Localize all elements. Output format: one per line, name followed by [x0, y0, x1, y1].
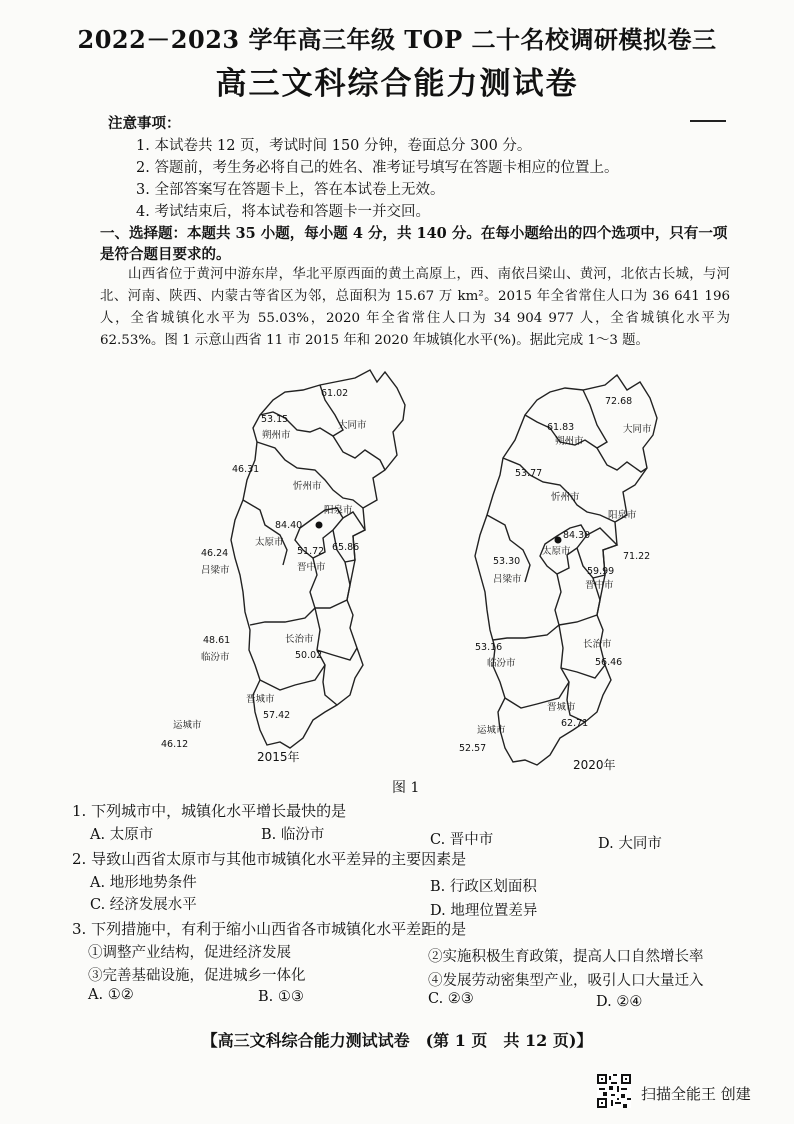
capital-marker-2015 [316, 522, 323, 529]
q2-option-b: B. 行政区划面积 [430, 879, 537, 895]
qr-code-icon [597, 1074, 631, 1108]
map-2015 [231, 370, 405, 748]
taiyuan-name-2020: 太原市 [542, 546, 571, 557]
border-datong-2020 [597, 448, 647, 472]
xinzhou-name-2015: 忻州市 [293, 481, 322, 492]
question-2-stem: 2. 导致山西省太原市与其他市城镇化水平差异的主要因素是 [72, 850, 467, 868]
yangquan-value-2020: 71.22 [623, 551, 651, 562]
datong-value-2020: 72.68 [605, 396, 633, 407]
datong-name-2015: 大同市 [338, 420, 367, 431]
capital-marker-2020 [555, 537, 562, 544]
shuozhou-name-2015: 朔州市 [262, 430, 291, 441]
jinzhong-value-2020: 59.99 [587, 566, 615, 577]
xinzhou-name-2020: 忻州市 [551, 492, 580, 503]
map-labels [161, 388, 652, 772]
border-lvliang-north-2020 [487, 515, 530, 582]
q1-option-b: B. 临汾市 [261, 827, 325, 843]
yuncheng-name-2020: 运城市 [477, 725, 506, 736]
changzhi-name-2020: 长治市 [583, 639, 612, 650]
note-item: 3. 全部答案写在答题卡上，答在本试卷上无效。 [136, 182, 445, 198]
figure-caption: 图 1 [392, 780, 420, 796]
border-datong-2015 [333, 436, 385, 470]
notes-heading: 注意事项： [108, 115, 181, 132]
shuozhou-value-2015: 53.15 [261, 414, 289, 425]
q3-option-c: C. ②③ [428, 991, 474, 1007]
q3-option-d: D. ②④ [596, 994, 643, 1010]
datong-name-2020: 大同市 [623, 424, 652, 435]
q2-option-d: D. 地理位置差异 [430, 903, 538, 919]
lvliang-value-2020: 53.30 [493, 556, 521, 567]
linfen-value-2020: 53.16 [475, 642, 503, 653]
changzhi-value-2015: 50.02 [295, 650, 323, 661]
year-2020: 2020年 [573, 758, 616, 772]
yuncheng-value-2020: 52.57 [459, 743, 487, 754]
section-heading [100, 223, 730, 265]
note-item: 2. 答题前，考生务必将自己的姓名、准考证号填写在答题卡相应的位置上。 [136, 160, 619, 176]
border-lvliang-north-2015 [243, 500, 287, 565]
yangquan-name-2015: 阳泉市 [324, 505, 353, 516]
q1-option-c: C. 晋中市 [430, 832, 494, 848]
q3-option-b: B. ①③ [258, 989, 304, 1005]
changzhi-name-2015: 长治市 [285, 634, 314, 645]
q2-option-c: C. 经济发展水平 [90, 897, 197, 913]
border-jincheng-2015 [323, 665, 337, 705]
note-item: 4. 考试结束后，将本试卷和答题卡一并交回。 [136, 204, 430, 220]
shanxi-urbanization-maps [161, 360, 695, 780]
reading-passage: 山西省位于黄河中游东岸，华北平原西面的黄土高原上，西、南依吕梁山、黄河，北依古长城，与河北、河南、陕西、内蒙古等省区为邻，总面积为 15.67 万 km²。2015 年全省常住人口为 36 641 196人，全省城镇化水平为 55.03%，2020 年全省常住人口为 34 904 977 人，全省城镇化水平为 62.53%。图 1 示意山西省 11 市 2015 年和 2020 年城镇化水平(%)。据此完成 1～3 题。 [100, 267, 730, 348]
section-label: 一、选择题： [100, 225, 187, 242]
linfen-value-2015: 48.61 [203, 635, 231, 646]
xinzhou-value-2015: 46.31 [232, 464, 260, 475]
section-instructions: 本题共 35 小题，每小题 4 分，共 140 分。在每小题给出的四个选项中，只有一项是符合题目要求的。 [100, 225, 728, 263]
border-changzhi-2015 [317, 648, 357, 660]
taiyuan-value-2020: 84.30 [563, 530, 591, 541]
shuozhou-value-2020: 61.83 [547, 422, 575, 433]
jincheng-value-2015: 57.42 [263, 710, 291, 721]
q3-statement-3: ③完善基础设施，促进城乡一体化 [88, 968, 306, 984]
q2-option-a: A. 地形地势条件 [90, 875, 197, 891]
q3-statement-1: ①调整产业结构，促进经济发展 [88, 945, 291, 961]
linfen-name-2015: 临汾市 [201, 652, 230, 663]
question-3-stem: 3. 下列措施中，有利于缩小山西省各市城镇化水平差距的是 [72, 920, 467, 938]
jinzhong-value-2015: 51.72 [297, 546, 325, 557]
margin-mark [690, 120, 726, 122]
q3-statement-4: ④发展劳动密集型产业，吸引人口大量迁入 [428, 973, 704, 989]
yuncheng-name-2015: 运城市 [173, 720, 202, 731]
xinzhou-value-2020: 53.77 [515, 468, 543, 479]
changzhi-value-2020: 56.46 [595, 657, 623, 668]
taiyuan-value-2015: 84.40 [275, 520, 303, 531]
q1-option-d: D. 大同市 [598, 836, 662, 852]
yangquan-name-2020: 阳泉市 [608, 510, 637, 521]
exam-series-title: 2022－2023 学年高三年级 TOP 二十名校调研模拟卷三 [77, 25, 717, 54]
q3-option-a: A. ①② [88, 987, 134, 1003]
datong-value-2015: 61.02 [321, 388, 349, 399]
taiyuan-name-2015: 太原市 [255, 537, 284, 548]
page-footer: 【高三文科综合能力测试试卷 (第 1 页 共 12 页)】 [201, 1031, 593, 1050]
jincheng-name-2015: 晋城市 [246, 694, 275, 705]
question-1-stem: 1. 下列城市中，城镇化水平增长最快的是 [72, 802, 347, 820]
shuozhou-name-2020: 朔州市 [555, 436, 584, 447]
jincheng-name-2020: 晋城市 [547, 702, 576, 713]
lvliang-value-2015: 46.24 [201, 548, 229, 559]
exam-title: 高三文科综合能力测试卷 [215, 66, 579, 102]
lvliang-name-2020: 吕梁市 [493, 574, 522, 585]
scanner-watermark: 扫描全能王 创建 [641, 1085, 751, 1103]
linfen-name-2020: 临汾市 [487, 658, 516, 669]
q1-option-a: A. 太原市 [90, 827, 154, 843]
jincheng-value-2020: 62.71 [561, 718, 589, 729]
yangquan-value-2015: 65.86 [332, 542, 360, 553]
border-xinzhou-2015 [257, 442, 363, 508]
year-2015: 2015年 [257, 750, 300, 764]
border-yangquan-2015 [333, 512, 365, 562]
q3-statement-2: ②实施积极生育政策，提高人口自然增长率 [428, 949, 704, 965]
jinzhong-name-2015: 晋中市 [297, 562, 326, 573]
yuncheng-value-2015: 46.12 [161, 739, 189, 750]
province-outline-2015 [231, 370, 405, 748]
note-item: 1. 本试卷共 12 页，考试时间 150 分钟，卷面总分 300 分。 [136, 138, 532, 154]
jinzhong-name-2020: 晋中市 [585, 580, 614, 591]
lvliang-name-2015: 吕梁市 [201, 565, 230, 576]
